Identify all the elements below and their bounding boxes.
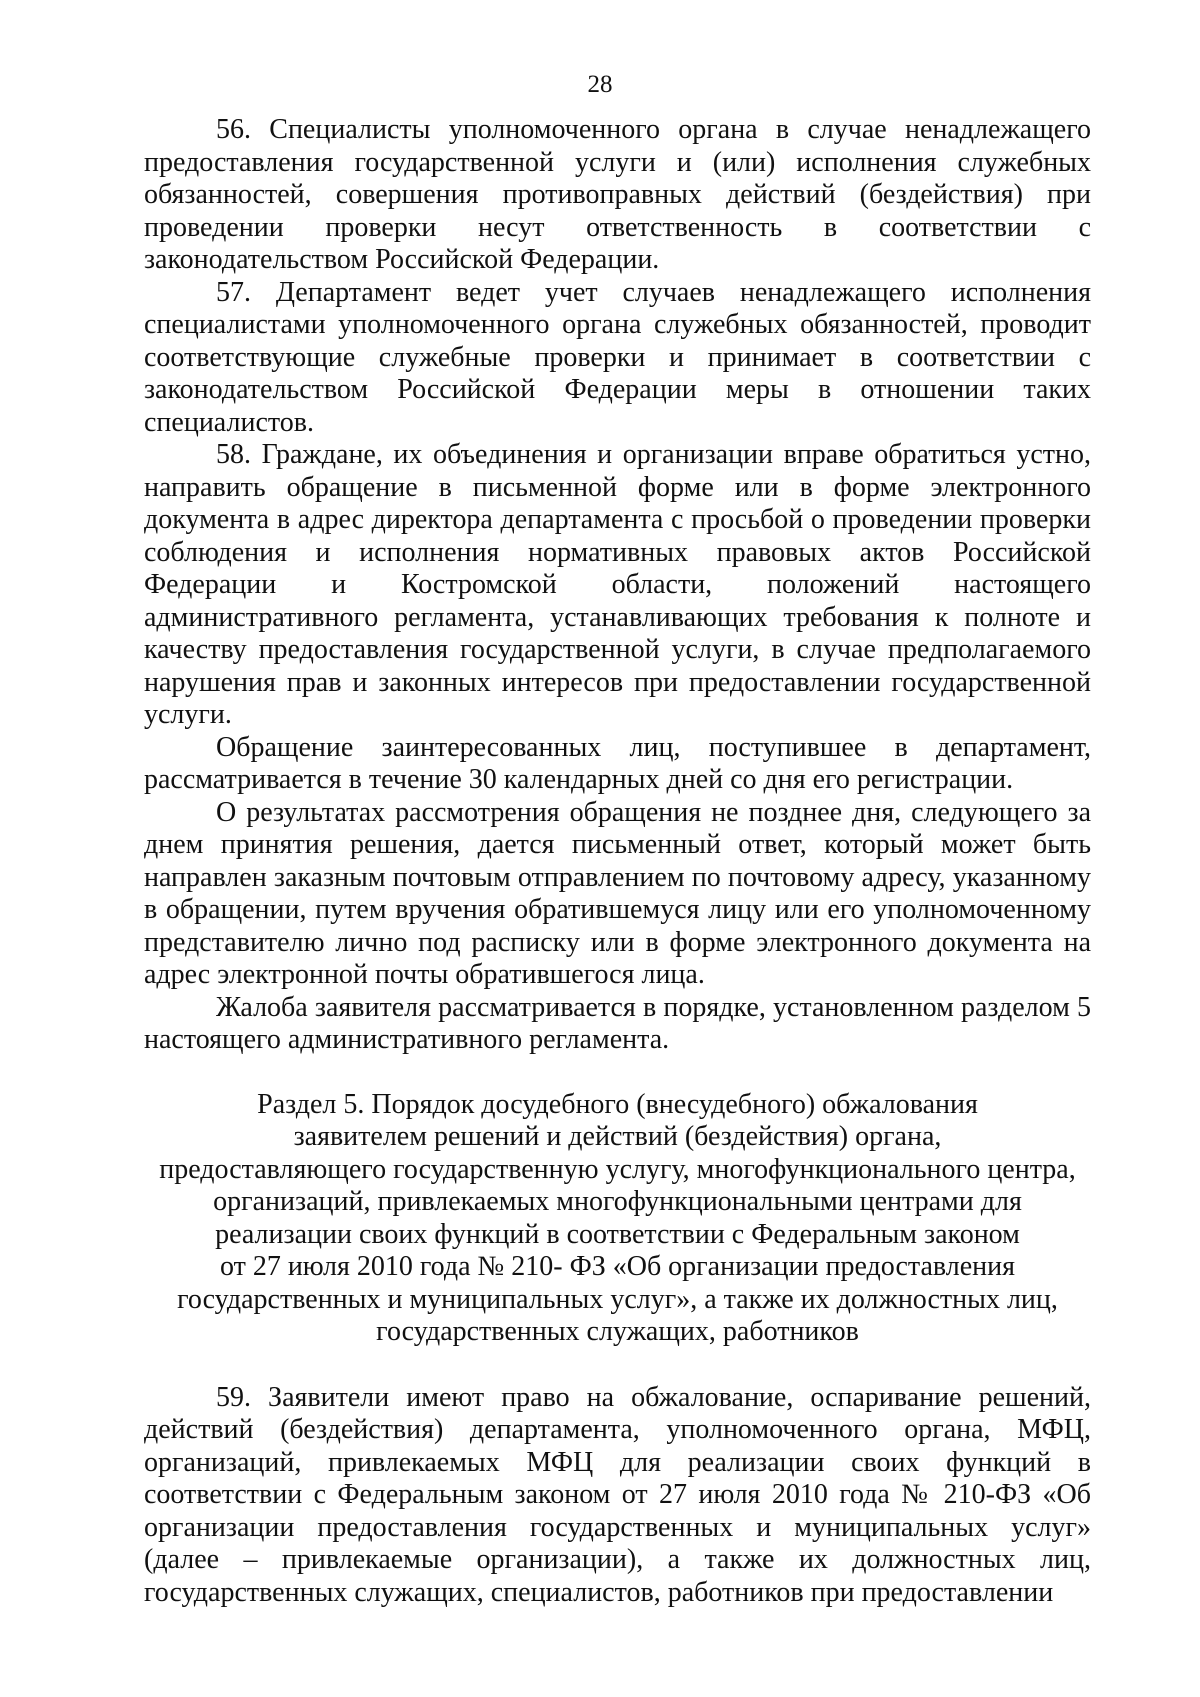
section-title-line: Раздел 5. Порядок досудебного (внесудебного) обжалования: [257, 1088, 978, 1120]
paragraph-appeal-result: О результатах рассмотрения обращения не позднее дня, следующего за днем принятия решения, дается письменный ответ, который может быть направлен заказным почтовым отправлением по почтовому адресу, указанному в обращении, путем вручения обратившемуся лицу или его уполномоченному представителю лично под расписку или в форме электронного документа на адрес электронной почты обратившегося лица.: [144, 796, 1091, 990]
paragraph-59: 59. Заявители имеют право на обжалование, оспаривание решений, действий (бездействия) департамента, уполномоченного органа, МФЦ, организаций, привлекаемых МФЦ для реализации своих функций в соответствии с Федеральным законом от 27 июля 2010 года № 210-ФЗ «Об организации предоставления государственных и муниципальных услуг» (далее – привлекаемые организации), а также их должностных лиц, государственных служащих, специалистов, работников при предоставлении: [144, 1381, 1091, 1608]
page-number: 28: [587, 71, 613, 98]
section-title-line: государственных и муниципальных услуг», а также их должностных лиц,: [177, 1283, 1058, 1315]
section-title-line: организаций, привлекаемых многофункциональными центрами для: [213, 1186, 1022, 1217]
section-title-line: предоставляющего государственную услугу, многофункционального центра,: [159, 1153, 1076, 1185]
paragraph-58: 58. Граждане, их объединения и организации вправе обратиться устно, направить обращение в письменной форме или в форме электронного документа в адрес директора департамента с просьбой о проведении проверки соблюдения и исполнения нормативных правовых актов Российской Федерации и Костромской области, положений настоящего административного регламента, устанавливающих требования к полноте и качеству предоставления государственной услуги, в случае предполагаемого нарушения прав и законных интересов при предоставлении государственной услуги.: [144, 439, 1091, 730]
section-title-line: реализации своих функций в соответствии с Федеральным законом: [215, 1218, 1020, 1250]
section-title-line: государственных служащих, работников: [376, 1316, 859, 1347]
section-title-line: от 27 июля 2010 года № 210- ФЗ «Об организации предоставления: [219, 1251, 1016, 1282]
section-5-title: [144, 1089, 1091, 1349]
paragraph-57: 57. Департамент ведет учет случаев ненадлежащего исполнения специалистами уполномоченного органа служебных обязанностей, проводит соответствующие служебные проверки и принимает в соответствии с законодательством Российской Федерации меры в отношении таких специалистов.: [144, 276, 1091, 438]
paragraph-appeal-term: Обращение заинтересованных лиц, поступившее в департамент, рассматривается в течение 30 календарных дней со дня его регистрации.: [144, 731, 1091, 795]
document-body: [144, 114, 1091, 1609]
paragraph-complaint: Жалоба заявителя рассматривается в порядке, установленном разделом 5 настоящего административного регламента.: [144, 991, 1091, 1055]
section-title-line: заявителем решений и действий (бездействия) органа,: [293, 1121, 942, 1152]
paragraph-56: 56. Специалисты уполномоченного органа в случае ненадлежащего предоставления государственной услуги и (или) исполнения служебных обязанностей, совершения противоправных действий (бездействия) при проведении проверки несут ответственность в соответствии с законодательством Российской Федерации.: [144, 114, 1091, 275]
